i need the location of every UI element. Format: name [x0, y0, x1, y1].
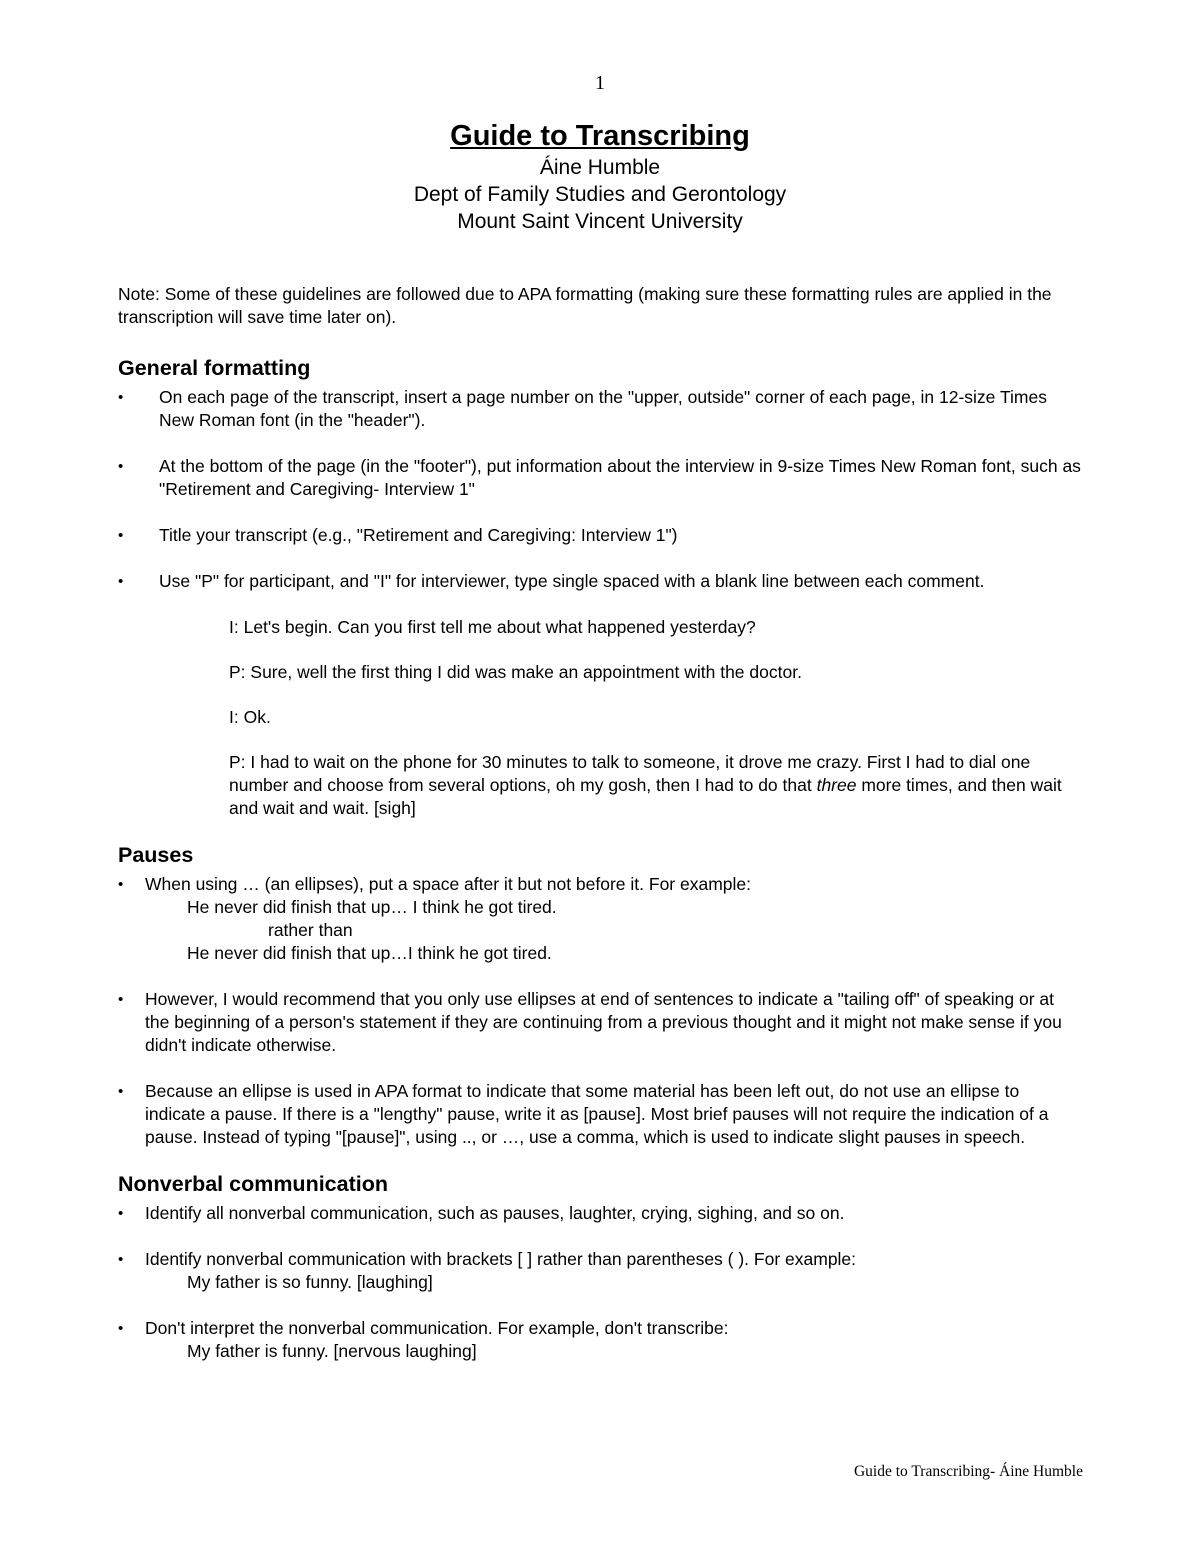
- list-item: [118, 524, 1083, 547]
- list-item: [118, 570, 1083, 820]
- title-block: [0, 118, 1200, 235]
- bullet-icon: •: [118, 389, 124, 406]
- dialogue-example: [229, 616, 1083, 820]
- list-item: [118, 873, 1083, 965]
- list-item: [118, 1080, 1083, 1149]
- dialogue-text: P: I had to wait on the phone for 30 minutes to talk to someone, it drove me crazy. First I had to dial one number and choose from several options, oh my gosh, then I had to do that: [229, 752, 1031, 795]
- list-item: [118, 1202, 1083, 1225]
- author-name: Áine Humble: [539, 156, 661, 179]
- example-incorrect: He never did finish that up…I think he got tired.: [187, 943, 552, 963]
- document-body: [118, 283, 1083, 1385]
- list-item: [118, 455, 1083, 501]
- document-title: Guide to Transcribing: [450, 120, 750, 152]
- dialogue-line: [229, 751, 1083, 820]
- university: Mount Saint Vincent University: [457, 210, 743, 233]
- list-item-text: On each page of the transcript, insert a page number on the "upper, outside" corner of each page, in 12-size Times New Roman font (in the "header").: [159, 387, 1047, 430]
- section-heading: General formatting: [118, 356, 311, 380]
- list-item: [118, 1317, 1083, 1363]
- bullet-icon: •: [118, 876, 124, 893]
- section-heading: Pauses: [118, 843, 194, 867]
- list-item-text: Use "P" for participant, and "I" for interviewer, type single spaced with a blank line between each comment.: [159, 571, 985, 591]
- bullet-icon: •: [118, 1205, 124, 1222]
- list-item-text: Identify nonverbal communication with brackets [ ] rather than parentheses ( ). For example:: [145, 1249, 857, 1269]
- dialogue-line: I: Let's begin. Can you first tell me about what happened yesterday?: [229, 617, 756, 637]
- list-item-text: Don't interpret the nonverbal communication. For example, don't transcribe:: [145, 1318, 729, 1338]
- list-item-text: However, I would recommend that you only use ellipses at end of sentences to indicate a "tailing off" of speaking or at the beginning of a person's statement if they are continuing from a previous thought and it might not make sense if you didn't indicate otherwise.: [145, 989, 1062, 1055]
- section-pauses: [118, 842, 1083, 1149]
- bullet-icon: •: [118, 458, 124, 475]
- bullet-list: [118, 386, 1083, 820]
- dialogue-line: I: Ok.: [229, 707, 271, 727]
- section-general-formatting: [118, 355, 1083, 820]
- example-correct: He never did finish that up… I think he got tired.: [187, 897, 557, 917]
- bullet-list: [118, 1202, 1083, 1363]
- bullet-icon: •: [118, 991, 124, 1008]
- list-item-text: At the bottom of the page (in the "footer"), put information about the interview in 9-size Times New Roman font, such as "Retirement and Caregiving- Interview 1": [159, 456, 1081, 499]
- bullet-list: [118, 873, 1083, 1149]
- example-rather-than: rather than: [268, 920, 353, 940]
- list-item-text: Identify all nonverbal communication, such as pauses, laughter, crying, sighing, and so on.: [145, 1203, 845, 1223]
- list-item-text: Title your transcript (e.g., "Retirement and Caregiving: Interview 1"): [159, 525, 678, 545]
- example-text: My father is funny. [nervous laughing]: [187, 1341, 477, 1361]
- bullet-icon: •: [118, 1320, 124, 1337]
- example-text: My father is so funny. [laughing]: [187, 1272, 433, 1292]
- section-nonverbal: [118, 1171, 1083, 1363]
- list-item: [118, 386, 1083, 432]
- intro-note: Note: Some of these guidelines are followed due to APA formatting (making sure these formatting rules are applied in the transcription will save time later on).: [118, 284, 1052, 327]
- emphasis-text: three: [816, 775, 857, 795]
- dialogue-text: more times, and then wait and wait and wait. [sigh]: [229, 775, 1062, 818]
- department: Dept of Family Studies and Gerontology: [413, 183, 787, 206]
- bullet-icon: •: [118, 573, 124, 590]
- list-item-text: When using … (an ellipses), put a space after it but not before it. For example:: [145, 874, 751, 894]
- page-footer: Guide to Transcribing- Áine Humble: [853, 1463, 1083, 1480]
- list-item: [118, 1248, 1083, 1294]
- page-number: 1: [595, 72, 605, 94]
- bullet-icon: •: [118, 1251, 124, 1268]
- list-item: [118, 988, 1083, 1057]
- bullet-icon: •: [118, 527, 124, 544]
- section-heading: Nonverbal communication: [118, 1172, 388, 1196]
- list-item-text: Because an ellipse is used in APA format to indicate that some material has been left out, do not use an ellipse to indicate a pause. If there is a "lengthy" pause, write it as [pause]. Most brief pauses will not require the indication of a pause. Instead of typing "[pause]", using .., or …, use a comma, which is used to indicate slight pauses in speech.: [145, 1081, 1049, 1147]
- bullet-icon: •: [118, 1083, 124, 1100]
- dialogue-line: P: Sure, well the first thing I did was make an appointment with the doctor.: [229, 662, 802, 682]
